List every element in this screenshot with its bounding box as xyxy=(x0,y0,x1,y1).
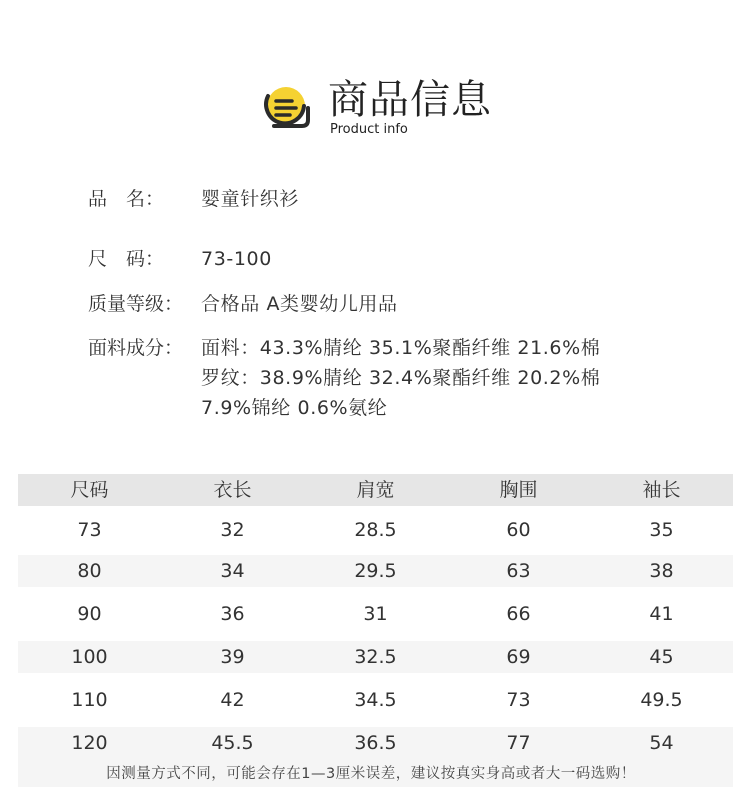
table-cell: 41 xyxy=(649,603,674,625)
table-header-cell: 肩宽 xyxy=(356,479,395,501)
info-value-material-line: 罗纹：38.9%腈纶 32.4%聚酯纤维 20.2%棉 xyxy=(201,367,601,389)
table-cell: 73 xyxy=(506,689,531,711)
table-header-row xyxy=(18,474,733,506)
table-cell: 38 xyxy=(649,560,674,582)
table-cell: 73 xyxy=(77,519,102,541)
info-value-name: 婴童针织衫 xyxy=(201,188,300,210)
info-value-size: 73-100 xyxy=(201,248,272,270)
table-cell: 34.5 xyxy=(354,689,397,711)
page-title: 商品信息 xyxy=(328,77,492,123)
table-cell: 63 xyxy=(506,560,531,582)
info-label-quality: 质量等级： xyxy=(88,293,184,315)
measurement-note: 因测量方式不同，可能会存在1—3厘米误差，建议按真实身高或者大一码选购！ xyxy=(106,766,636,782)
section-header xyxy=(262,74,522,144)
info-label-name: 品 名： xyxy=(88,188,165,210)
table-cell: 49.5 xyxy=(640,689,683,711)
page-subtitle: Product info xyxy=(330,122,408,137)
table-cell: 36.5 xyxy=(354,732,397,754)
table-cell: 69 xyxy=(506,646,531,668)
table-header-cell: 衣长 xyxy=(213,479,252,501)
table-cell: 100 xyxy=(71,646,108,668)
table-cell: 45 xyxy=(649,646,674,668)
document-list-icon xyxy=(262,84,312,134)
table-row xyxy=(18,514,733,546)
table-cell: 54 xyxy=(649,732,674,754)
info-value-material-line: 面料：43.3%腈纶 35.1%聚酯纤维 21.6%棉 xyxy=(201,337,601,359)
table-cell: 36 xyxy=(220,603,245,625)
table-header-cell: 袖长 xyxy=(642,479,681,501)
table-row xyxy=(18,555,733,587)
table-cell: 77 xyxy=(506,732,531,754)
table-row xyxy=(18,598,733,630)
table-cell: 45.5 xyxy=(211,732,254,754)
info-value-material-line: 7.9%锦纶 0.6%氨纶 xyxy=(201,397,388,419)
table-cell: 42 xyxy=(220,689,245,711)
table-cell: 120 xyxy=(71,732,108,754)
table-cell: 90 xyxy=(77,603,102,625)
table-header-cell: 胸围 xyxy=(499,479,538,501)
info-value-quality: 合格品 A类婴幼儿用品 xyxy=(201,293,398,315)
table-cell: 35 xyxy=(649,519,674,541)
table-cell: 29.5 xyxy=(354,560,397,582)
info-label-material: 面料成分： xyxy=(88,337,184,359)
table-cell: 32.5 xyxy=(354,646,397,668)
table-cell: 60 xyxy=(506,519,531,541)
table-cell: 39 xyxy=(220,646,245,668)
table-cell: 80 xyxy=(77,560,102,582)
table-cell: 34 xyxy=(220,560,245,582)
table-row xyxy=(18,641,733,673)
table-row xyxy=(18,684,733,716)
table-cell: 110 xyxy=(71,689,108,711)
table-cell: 31 xyxy=(363,603,388,625)
table-cell: 66 xyxy=(506,603,531,625)
info-label-size: 尺 码： xyxy=(88,248,165,270)
table-header-cell: 尺码 xyxy=(70,479,109,501)
table-cell: 28.5 xyxy=(354,519,397,541)
table-cell: 32 xyxy=(220,519,245,541)
